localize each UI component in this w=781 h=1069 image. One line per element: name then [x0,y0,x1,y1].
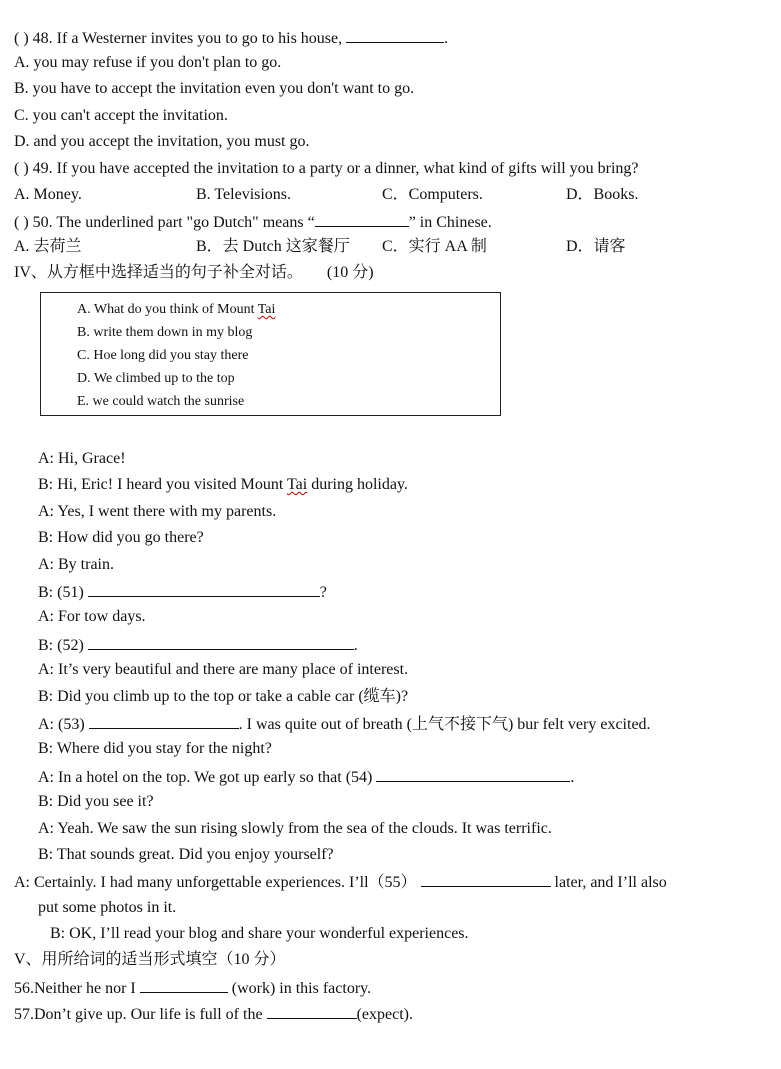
dialogue-line: A: (53) . I was quite out of breath (上气不接下气) bur felt very excited. [38,713,651,735]
dialogue-line: B: (51) ? [38,581,327,603]
option-50-a: A. 去荷兰 [14,238,82,255]
dialogue-line: put some photos in it. [38,899,177,916]
answer-blank-57[interactable] [267,1003,357,1019]
section-4-heading [14,263,374,283]
dialogue-line: B: OK, I’ll read your blog and share your wonderful experiences. [50,925,469,942]
question-stem: 50. The underlined part "go Dutch" means “ [32,214,315,231]
dialogue-line: B: That sounds great. Did you enjoy yourself? [38,846,334,863]
answer-blank-53[interactable] [89,713,239,729]
box-item-b: B. write them down in my blog [77,325,253,340]
dialogue-line: B: Where did you stay for the night? [38,740,272,757]
box-item-d: D. We climbed up to the top [77,371,235,386]
dialogue-line: B: Did you see it? [38,793,154,810]
dialogue-line: B: (52) . [38,634,358,656]
option-48-a: A. you may refuse if you don't plan to go. [14,54,282,71]
answer-paren[interactable]: ( ) [14,30,29,47]
question-stem: 48. If a Westerner invites you to go to his house, [32,30,343,47]
dialogue-line: A: Yeah. We saw the sun rising slowly from the sea of the clouds. It was terrific. [38,820,552,837]
dialogue-line: A: Hi, Grace! [38,450,126,467]
dialogue-line: B: Did you climb up to the top or take a cable car (缆车)? [38,688,409,705]
dialogue-line: B: How did you go there? [38,529,204,546]
option-49-b: B. Televisions. [196,186,292,203]
option-48-d: D. and you accept the invitation, you must go. [14,133,310,150]
dialogue-line: A: By train. [38,556,114,573]
box-item-c: C. Hoe long did you stay there [77,348,249,363]
option-49-c: C．Computers. [382,186,483,203]
dialogue-line: A: In a hotel on the top. We got up early so that (54) . [38,766,574,788]
option-48-b: B. you have to accept the invitation even you don't want to go. [14,80,415,97]
dialogue-line: A: Certainly. I had many unforgettable experiences. I’ll（55） later, and I’ll also [14,871,667,893]
answer-blank-55[interactable] [421,871,551,887]
sentence-option-box [40,292,501,416]
answer-paren[interactable]: ( ) [14,160,29,177]
answer-blank-56[interactable] [140,977,228,993]
option-50-d: D．请客 [566,238,626,255]
dialogue-line: A: For tow days. [38,608,146,625]
option-49-a: A. Money. [14,186,82,203]
dialogue-line: A: Yes, I went there with my parents. [38,503,277,520]
option-48-c: C. you can't accept the invitation. [14,107,228,124]
answer-paren[interactable]: ( ) [14,214,29,231]
option-50-b: B．去 Dutch 这家餐厅 [196,238,350,255]
answer-blank-54[interactable] [376,766,570,782]
question-50: ( ) 50. The underlined part "go Dutch" means “ ” in Chinese. [14,211,492,233]
dialogue-line: A: It’s very beautiful and there are many place of interest. [38,661,409,678]
section-points: (10 分) [326,264,374,281]
answer-blank[interactable] [315,211,409,227]
section-title: IV、从方框中选择适当的句子补全对话。 [14,264,303,281]
option-49-d: D．Books. [566,186,639,203]
answer-blank-51[interactable] [88,581,320,597]
question-57: 57.Don’t give up. Our life is full of the (expect). [14,1003,413,1025]
answer-blank-52[interactable] [88,634,354,650]
box-item-e: E. we could watch the sunrise [77,394,245,409]
option-50-c: C．实行 AA 制 [382,238,487,255]
question-56: 56.Neither he nor I (work) in this factory. [14,977,371,999]
question-48: ( ) 48. If a Westerner invites you to go to his house, . [14,27,448,49]
answer-blank[interactable] [346,27,444,43]
box-item-a: A. What do you think of Mount Tai [77,302,276,317]
section-5-heading: V、用所给词的适当形式填空（10 分） [14,951,286,968]
question-stem: 49. If you have accepted the invitation to a party or a dinner, what kind of gifts will you bring? [32,160,639,177]
dialogue-line: B: Hi, Eric! I heard you visited Mount Tai during holiday. [38,476,408,493]
question-49 [14,159,639,179]
